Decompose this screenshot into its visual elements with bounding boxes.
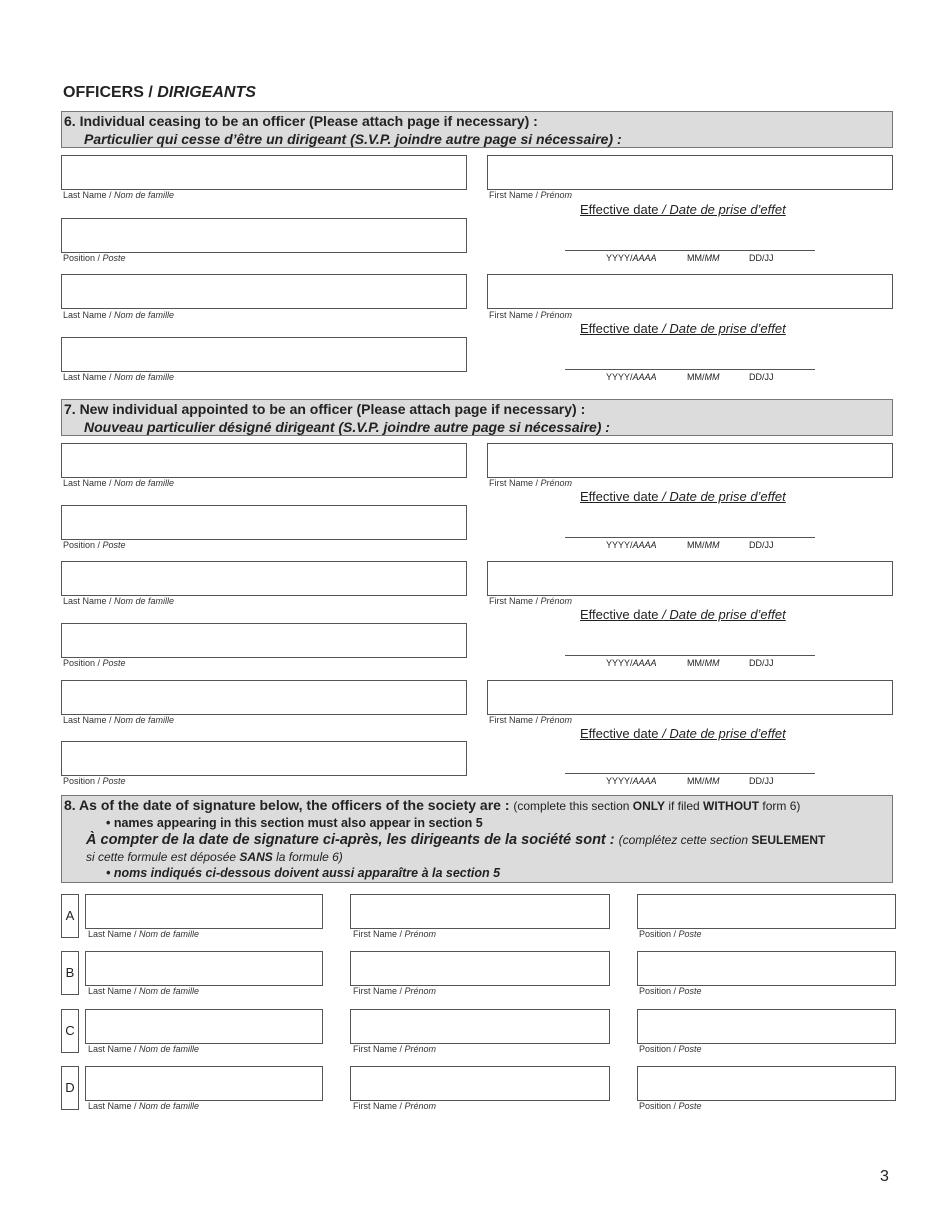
officer-row-letter: A bbox=[61, 894, 79, 938]
last-name-label: Last Name / Nom de famille bbox=[63, 715, 175, 725]
first-name-input[interactable] bbox=[350, 894, 610, 929]
last-name-input[interactable] bbox=[85, 894, 323, 929]
date-format-hint: YYYY/AAAA MM/MM DD/JJ bbox=[606, 372, 774, 382]
position-input[interactable] bbox=[637, 1066, 896, 1101]
first-name-input[interactable] bbox=[487, 155, 893, 190]
position-input[interactable] bbox=[637, 951, 896, 986]
position-label: Position / Poste bbox=[63, 776, 126, 786]
first-name-label: First Name / Prénom bbox=[353, 986, 437, 996]
section-8-title-fr: À compter de la date de signature ci-après, les dirigeants de la société sont : (complétez cette section SEULEMENT bbox=[86, 832, 826, 848]
section-8-header bbox=[61, 795, 893, 883]
last-name-label: Last Name / Nom de famille bbox=[63, 310, 175, 320]
section-7-title-fr: Nouveau particulier désigné dirigeant (S.V.P. joindre autre page si nécessaire) : bbox=[84, 419, 610, 435]
position-label: Position / Poste bbox=[639, 986, 702, 996]
first-name-label: First Name / Prénom bbox=[489, 310, 573, 320]
effective-date-input[interactable] bbox=[565, 773, 815, 774]
section-8-title-en: 8. As of the date of signature below, the officers of the society are : (complete this section ONLY if filed WITHOUT form 6) bbox=[64, 797, 801, 813]
last-name-input[interactable] bbox=[61, 561, 467, 596]
page-title: OFFICERS / DIRIGEANTS bbox=[63, 84, 256, 101]
last-name-label: Last Name / Nom de famille bbox=[63, 190, 175, 200]
position-input[interactable] bbox=[637, 894, 896, 929]
officer-row-letter: B bbox=[61, 951, 79, 995]
first-name-label: First Name / Prénom bbox=[489, 190, 573, 200]
section-8-bullet-en: • names appearing in this section must also appear in section 5 bbox=[106, 816, 483, 830]
last-name-label: Last Name / Nom de famille bbox=[88, 1101, 200, 1111]
position-input[interactable] bbox=[61, 623, 467, 658]
first-name-input[interactable] bbox=[350, 1066, 610, 1101]
first-name-label: First Name / Prénom bbox=[489, 715, 573, 725]
effective-date-label: Effective date / Date de prise d’effet bbox=[580, 489, 786, 504]
effective-date-input[interactable] bbox=[565, 655, 815, 656]
effective-date-input[interactable] bbox=[565, 369, 815, 370]
effective-date-label: Effective date / Date de prise d’effet bbox=[580, 726, 786, 741]
page-number: 3 bbox=[880, 1168, 889, 1185]
section-6-title-en: 6. Individual ceasing to be an officer (Please attach page if necessary) : bbox=[64, 113, 538, 129]
section-7-title-en: 7. New individual appointed to be an officer (Please attach page if necessary) : bbox=[64, 401, 586, 417]
officer-row-letter: C bbox=[61, 1009, 79, 1053]
position-input[interactable] bbox=[637, 1009, 896, 1044]
last-name-input[interactable] bbox=[61, 274, 467, 309]
officer-row-letter: D bbox=[61, 1066, 79, 1110]
position-label: Position / Poste bbox=[63, 540, 126, 550]
date-format-hint: YYYY/AAAA MM/MM DD/JJ bbox=[606, 658, 774, 668]
position-label: Position / Poste bbox=[639, 1044, 702, 1054]
date-format-hint: YYYY/AAAA MM/MM DD/JJ bbox=[606, 253, 774, 263]
last-name-label: Last Name / Nom de famille bbox=[63, 596, 175, 606]
position-label: Position / Poste bbox=[63, 253, 126, 263]
position-input[interactable] bbox=[61, 741, 467, 776]
last-name-label: Last Name / Nom de famille bbox=[63, 372, 175, 382]
first-name-label: First Name / Prénom bbox=[353, 929, 437, 939]
last-name-input[interactable] bbox=[61, 337, 467, 372]
first-name-input[interactable] bbox=[487, 274, 893, 309]
last-name-label: Last Name / Nom de famille bbox=[63, 478, 175, 488]
first-name-label: First Name / Prénom bbox=[353, 1044, 437, 1054]
first-name-input[interactable] bbox=[487, 680, 893, 715]
section-6-header bbox=[61, 111, 893, 148]
last-name-input[interactable] bbox=[61, 680, 467, 715]
effective-date-label: Effective date / Date de prise d’effet bbox=[580, 321, 786, 336]
position-input[interactable] bbox=[61, 505, 467, 540]
last-name-label: Last Name / Nom de famille bbox=[88, 986, 200, 996]
section-6-title-fr: Particulier qui cesse d’être un dirigeant (S.V.P. joindre autre page si nécessaire) : bbox=[84, 131, 622, 147]
effective-date-input[interactable] bbox=[565, 537, 815, 538]
first-name-input[interactable] bbox=[487, 443, 893, 478]
section-7-header bbox=[61, 399, 893, 436]
first-name-label: First Name / Prénom bbox=[489, 596, 573, 606]
position-label: Position / Poste bbox=[639, 1101, 702, 1111]
position-input[interactable] bbox=[61, 218, 467, 253]
section-8-bullet-fr: • noms indiqués ci-dessous doivent aussi apparaître à la section 5 bbox=[106, 866, 501, 880]
last-name-input[interactable] bbox=[85, 951, 323, 986]
effective-date-label: Effective date / Date de prise d’effet bbox=[580, 607, 786, 622]
date-format-hint: YYYY/AAAA MM/MM DD/JJ bbox=[606, 540, 774, 550]
last-name-input[interactable] bbox=[85, 1066, 323, 1101]
last-name-label: Last Name / Nom de famille bbox=[88, 929, 200, 939]
first-name-input[interactable] bbox=[350, 1009, 610, 1044]
section-8-note-fr: si cette formule est déposée SANS la formule 6) bbox=[86, 850, 343, 864]
position-label: Position / Poste bbox=[63, 658, 126, 668]
first-name-label: First Name / Prénom bbox=[489, 478, 573, 488]
date-format-hint: YYYY/AAAA MM/MM DD/JJ bbox=[606, 776, 774, 786]
last-name-input[interactable] bbox=[61, 443, 467, 478]
last-name-label: Last Name / Nom de famille bbox=[88, 1044, 200, 1054]
first-name-input[interactable] bbox=[487, 561, 893, 596]
position-label: Position / Poste bbox=[639, 929, 702, 939]
last-name-input[interactable] bbox=[61, 155, 467, 190]
first-name-label: First Name / Prénom bbox=[353, 1101, 437, 1111]
last-name-input[interactable] bbox=[85, 1009, 323, 1044]
first-name-input[interactable] bbox=[350, 951, 610, 986]
effective-date-label: Effective date / Date de prise d’effet bbox=[580, 202, 786, 217]
effective-date-input[interactable] bbox=[565, 250, 815, 251]
